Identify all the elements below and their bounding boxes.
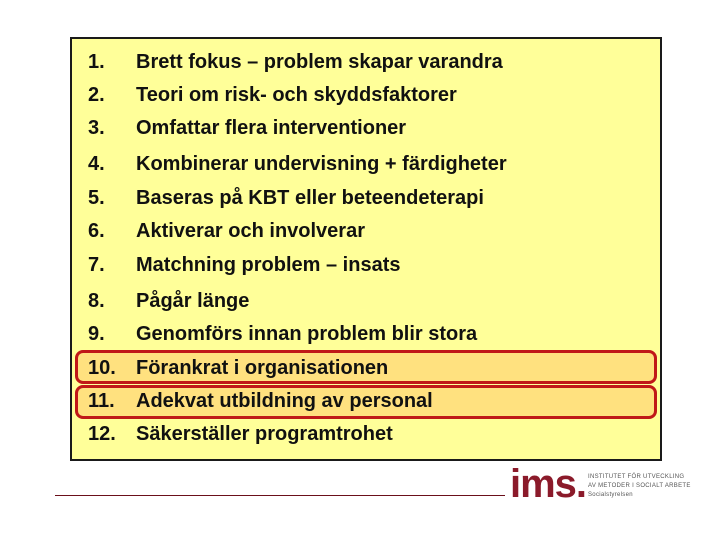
list-item-text: Säkerställer programtrohet [136, 423, 393, 445]
list-item [88, 286, 648, 316]
list-item [88, 113, 648, 143]
list-item-text: Kombinerar undervisning + färdigheter [136, 153, 507, 175]
list-item [88, 80, 648, 110]
list-item [88, 216, 648, 246]
list-item-text: Omfattar flera interventioner [136, 117, 407, 139]
footer-divider [55, 495, 505, 496]
list-item-number: 9. [88, 323, 105, 345]
list-item-number: 11. [88, 390, 115, 412]
list-item-number: 3. [88, 117, 105, 139]
ims-logo: ims. [510, 462, 587, 506]
list-item-number: 1. [88, 51, 105, 73]
list-item-number: 6. [88, 220, 105, 242]
list-item-number: 8. [88, 290, 105, 312]
list-item-text: Matchning problem – insats [136, 254, 401, 276]
list-item-number: 5. [88, 187, 105, 209]
list-item [88, 149, 648, 179]
list-item-number: 2. [88, 84, 105, 106]
list-item-text: Pågår länge [136, 290, 250, 312]
list-item-text: Förankrat i organisationen [136, 357, 389, 379]
list-item [88, 319, 648, 349]
list-item [88, 419, 648, 449]
list-item [88, 250, 648, 280]
list-item-text: Brett fokus – problem skapar varandra [136, 51, 503, 73]
list-item [88, 47, 648, 77]
logo-caption-line-3: Socialstyrelsen [588, 492, 633, 498]
list-item-number: 10. [88, 357, 116, 379]
list-item-number: 4. [88, 153, 105, 175]
list-item-text: Genomförs innan problem blir stora [136, 323, 478, 345]
list-item-text: Adekvat utbildning av personal [136, 390, 433, 412]
list-item-text: Baseras på KBT eller beteendeterapi [136, 187, 484, 209]
list-item-number: 12. [88, 423, 116, 445]
logo-caption-line-1: INSTITUTET FÖR UTVECKLING [588, 474, 685, 480]
list-item-text: Aktiverar och involverar [136, 220, 365, 242]
list-item [88, 183, 648, 213]
list-item [88, 386, 648, 416]
list-item [88, 353, 648, 383]
logo-caption-line-2: AV METODER I SOCIALT ARBETE [588, 483, 691, 489]
list-item-text: Teori om risk- och skyddsfaktorer [136, 84, 457, 106]
list-item-number: 7. [88, 254, 105, 276]
